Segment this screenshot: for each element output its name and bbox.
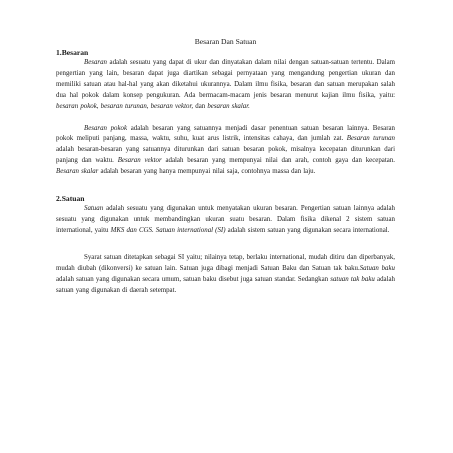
term-besaran-vektor: Besaran vektor [117,157,162,165]
term-satuan-tak-baku: satuan tak baku [330,275,375,283]
term-list: besaran pokok, besaran turunan, besaran vektor, [56,102,194,110]
paragraph-besaran-definition: Besaran adalah sesuatu yang dapat di ukur dan dinyatakan dalam nilai dengan satuan-satuan tertentu. Dalam pengertian yang lain, besaran dapat juga diartikan sebagai pernyataan yang mengandung pengertian ukuran dan memiliki satuan atau hal-hal yang akan diketahui ukurannya. Dalam ilmu fisika, besaran dan satuan merupakan salah dua hal pokok dalam konsep pengukuran. Ada bermacam-macam jenis besaran menurut kajian ilmu fisika, yaitu: besaran pokok, besaran turunan, besaran vektor, dan besaran skalar. [56,59,395,110]
section-heading-satuan: 2.Satuan [56,194,85,204]
term-satuan: Satuan [84,205,104,213]
paragraph-satuan-definition: Satuan adalah sesuatu yang digunakan untuk menyatakan ukuran besaran. Pengertian satuan lainnya adalah sesuatu yang digunakan untuk membandingkan ukuran suatu besaran. Dalam fisika dikenal 2 sistem satuan international, yaitu MKS dan CGS. Satuan international (SI) adalah sistem satuan yang digunakan secara international. [56,205,395,234]
term-besaran-turunan: Besaran turunan [346,135,396,143]
term-besaran-pokok: Besaran pokok [84,124,128,132]
term-besaran: Besaran [84,59,107,66]
term-besaran-skalar-2: Besaran skalar [56,168,99,176]
term-satuan-baku: Satuan baku [359,264,395,272]
paragraph-besaran-types: Besaran pokok adalah besaran yang satuannya menjadi dasar penentuan satuan besaran lainnya. Besaran pokok meliputi panjang, massa, waktu, suhu, kuat arus listrik, intensitas cahaya, dan jumlah zat. Besaran turunan adalah besaran-besaran yang satuannya diturunkan dari satuan besaran pokok, misalnya kecepatan diturunkan dari panjang dan waktu. Besaran vektor adalah besaran yang mempunyai nilai dan arah, contoh gaya dan kecepatan. Besaran skalar adalah besaran yang hanya mempunyai nilai saja, contohnya massa dan laju. [56,124,396,176]
section-heading-besaran: 1.Besaran [56,48,89,57]
document-title: Besaran Dan Satuan [194,37,257,46]
paragraph-satuan-si: Syarat satuan ditetapkan sebagai SI yaitu; nilainya tetap, berlaku international, mudah ditiru dan diperbanyak, mudah diubah (dikonversi) ke satuan lain. Satuan juga dibagi menjadi Satuan Baku dan Satuan tak baku.Satuan baku adalah satuan yang digunakan secara umum, satuan baku disebut juga satuan standar. Sedangkan satuan tak baku adalah satuan yang digunakan di daerah setempat. [56,253,395,294]
term-mks-cgs-si: MKS dan CGS. Satuan international (SI) [110,226,226,234]
term-besaran-skalar: besaran skalar. [207,102,250,110]
